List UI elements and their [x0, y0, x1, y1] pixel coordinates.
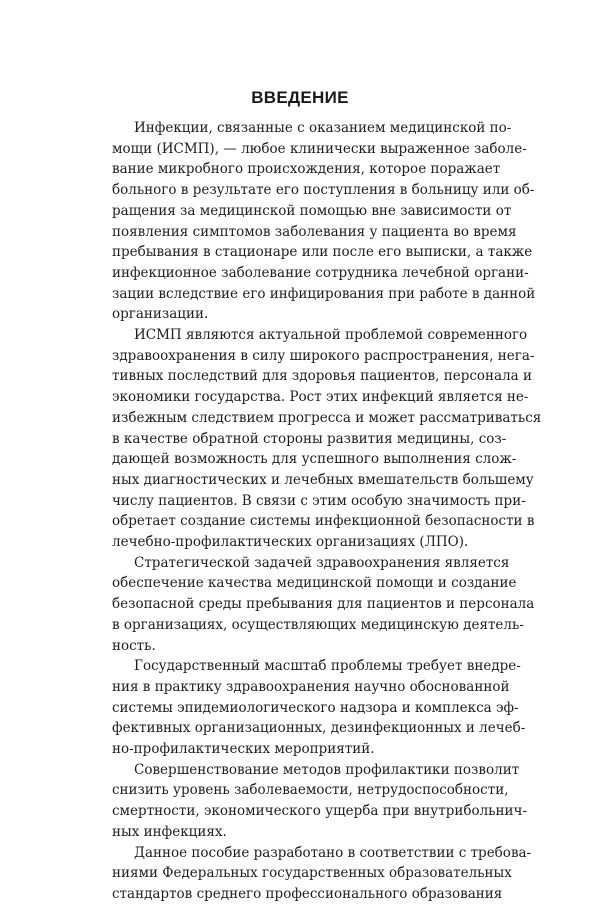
text-line: Данное пособие разработано в соответствии с требова- [134, 844, 532, 861]
text-line: фективных организационных, дезинфекционных и лечеб- [112, 720, 526, 737]
text-line: в качестве обратной стороны развития медицины, соз- [112, 430, 507, 447]
text-line: ность. [112, 637, 156, 654]
text-line: системы эпидемиологического надзора и комплекса эф- [112, 699, 519, 716]
text-line: ния в практику здравоохранения научно обоснованной [112, 678, 510, 695]
text-line: инфекционное заболевание сотрудника лечебной органи- [112, 264, 529, 281]
text-line: снизить уровень заболеваемости, нетрудоспособности, [112, 782, 509, 799]
page-title: ВВЕДЕНИЕ [251, 88, 349, 107]
text-line: Стратегической задачей здравоохранения является [134, 554, 510, 571]
text-line: экономики государства. Рост этих инфекций является не- [112, 389, 529, 406]
text-line: дающей возможность для успешного выполнения слож- [112, 451, 517, 468]
text-line: стандартов среднего профессионального образования [112, 885, 503, 902]
text-line: зации вследствие его инфицирования при работе в данной [112, 285, 536, 302]
text-line: ных диагностических и лечебных вмешательств большему [112, 471, 534, 488]
text-line: здравоохранения в силу широкого распространения, нега- [112, 347, 535, 364]
text-line: лечебно-профилактических организациях (ЛПО). [112, 534, 469, 550]
text-line: Инфекции, связанные с оказанием медицинской по- [134, 120, 512, 136]
text-line: больного в результате его поступления в больницу или об- [112, 182, 535, 199]
text-line: безопасной среды пребывания для пациентов и персонала [112, 596, 535, 613]
text-line: обеспечение качества медицинской помощи и создание [112, 575, 517, 592]
text-line: Совершенствование методов профилактики позволит [134, 761, 520, 778]
text-line: вание микробного происхождения, которое поражает [112, 161, 501, 178]
text-line: пребывания в стационаре или после его выписки, а также [112, 244, 533, 261]
text-line: ИСМП являются актуальной проблемой современного [134, 327, 528, 343]
text-line: смертности, экономического ущерба при внутрибольнич- [112, 803, 528, 820]
text-line: но-профилактических мероприятий. [112, 741, 375, 757]
text-line: появления симптомов заболевания у пациента во время [112, 223, 517, 240]
text-line: избежным следствием прогресса и может рассматриваться [112, 409, 542, 426]
text-line: тивных последствий для здоровья пациентов, персонала и [112, 368, 532, 385]
text-line: мощи (ИСМП), — любое клинически выраженное заболе- [112, 140, 527, 157]
text-line: обретает создание системы инфекционной безопасности в [112, 513, 535, 530]
text-line: организации. [112, 306, 209, 323]
text-line: ращения за медицинской помощью вне зависимости от [112, 202, 512, 219]
text-line: числу пациентов. В связи с этим особую значимость при- [112, 492, 526, 509]
text-line: ных инфекциях. [112, 823, 227, 840]
text-line: ниями Федеральных государственных образовательных [112, 865, 512, 882]
text-line: в организациях, осуществляющих медицинскую деятель- [112, 616, 524, 633]
text-line: Государственный масштаб проблемы требует внедре- [134, 658, 521, 675]
